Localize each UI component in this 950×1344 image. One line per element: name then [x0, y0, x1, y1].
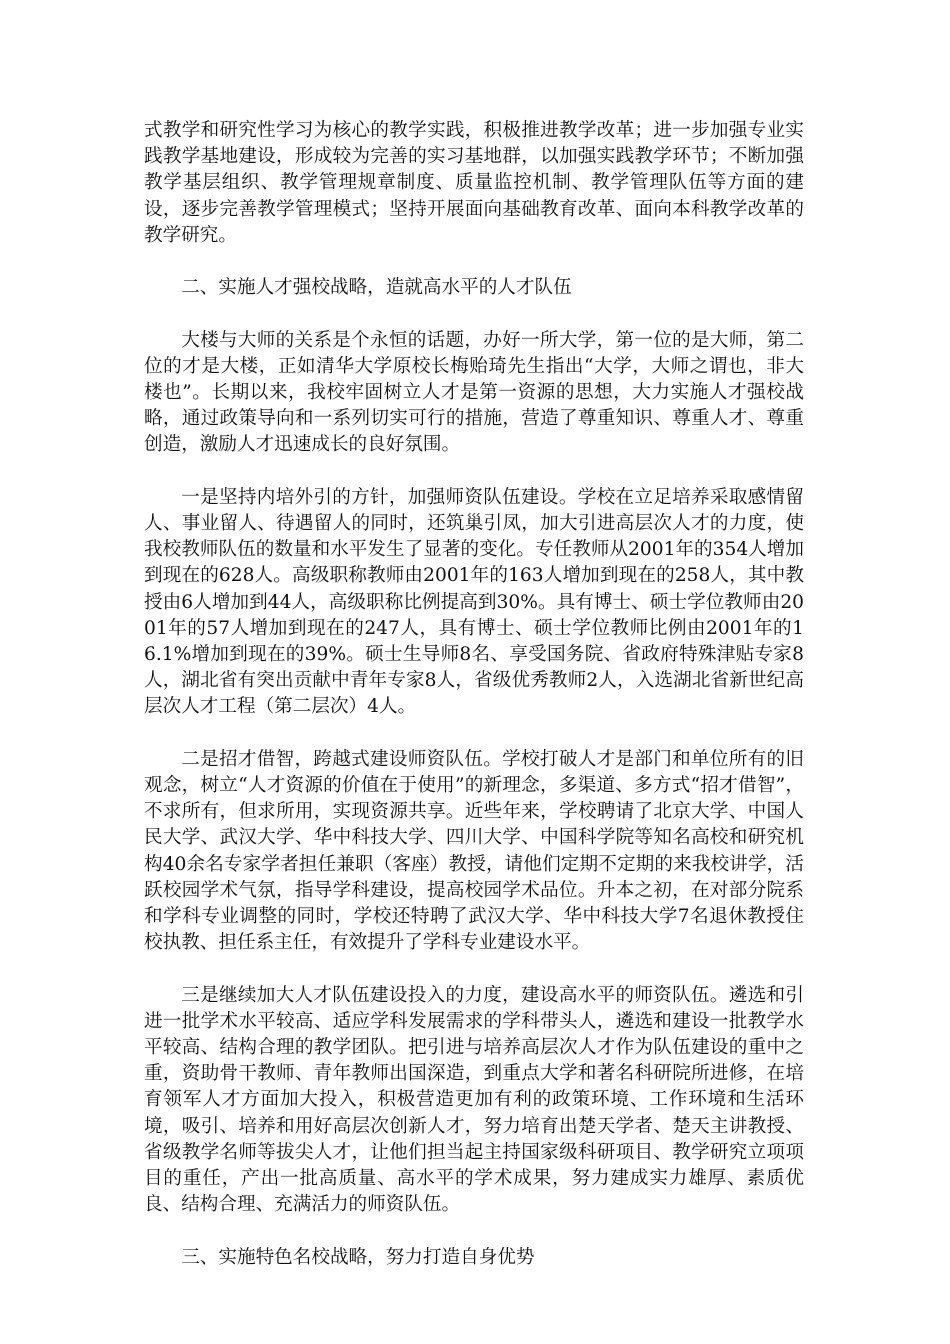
- paragraph-faculty-development: 一是坚持内培外引的方针，加强师资队伍建设。学校在立足培养采取感情留人、事业留人、待遇留人的同时，还筑巢引凤，加大引进高层次人才的力度，使我校教师队伍的数量和水平发生了显著的变化。专任教师从2001年的354人增加到现在的628人。高级职称教师由2001年的163人增加到现在的258人，其中教授由6人增加到44人，高级职称比例提高到30%。具有博士、硕士学位教师由2001年的57人增加到现在的247人，具有博士、硕士学位教师比例由2001年的16.1%增加到现在的39%。硕士生导师8名、享受国务院、省政府特殊津贴专家8人，湖北省有突出贡献中青年专家8人，省级优秀教师2人，入选湖北省新世纪高层次人才工程（第二层次）4人。: [144, 486, 804, 718]
- heading-distinctive-school-strategy: 三、实施特色名校战略，努力打造自身优势: [181, 1246, 535, 1268]
- paragraph-teaching-reform: 式教学和研究性学习为核心的教学实践，积极推进教学改革；进一步加强专业实践教学基地建设，形成较为完善的实习基地群，以加强实践教学环节；不断加强教学基层组织、教学管理规章制度、质量监控机制、教学管理队伍等方面的建设，逐步完善教学管理模式；坚持开展面向基础教育改革、面向本科教学改革的教学研究。: [144, 120, 804, 246]
- paragraph-buildings-and-masters: 大楼与大师的关系是个永恒的话题，办好一所大学，第一位的是大师，第二位的才是大楼，正如清华大学原校长梅贻琦先生指出“大学，大师之谓也，非大楼也”。长期以来，我校牢固树立人才是第一资源的思想，大力实施人才强校战略，通过政策导向和一系列切实可行的措施，营造了尊重知识、尊重人才、尊重创造，激励人才迅速成长的良好氛围。: [144, 329, 804, 456]
- paragraph-investment: 三是继续加大人才队伍建设投入的力度，建设高水平的师资队伍。遴选和引进一批学术水平较高、适应学科发展需求的学科带头人，遴选和建设一批教学水平较高、结构合理的教学团队。把引进与培养高层次人才作为队伍建设的重中之重，资助骨干教师、青年教师出国深造，到重点大学和著名科研院所进修，在培育领军人才方面加大投入，积极营造更加有利的政策环境、工作环境和生活环境，吸引、培养和用好高层次创新人才，努力培育出楚天学者、楚天主讲教授、省级教学名师等拔尖人才，让他们担当起主持国家级科研项目、教学研究立项项目的重任，产出一批高质量、高水平的学术成果，努力建成实力雄厚、素质优良、结构合理、充满活力的师资队伍。: [144, 984, 804, 1216]
- paragraph-recruit-talent: 二是招才借智，跨越式建设师资队伍。学校打破人才是部门和单位所有的旧观念，树立“人才资源的价值在于使用”的新理念，多渠道、多方式“招才借智”，不求所有，但求所用，实现资源共享。近些年来，学校聘请了北京大学、中国人民大学、武汉大学、华中科技大学、四川大学、中国科学院等知名高校和研究机构40余名专家学者担任兼职（客座）教授，请他们定期不定期的来我校讲学，活跃校园学术气氛，指导学科建设，提高校园学术品位。升本之初，在对部分院系和学科专业调整的同时，学校还特聘了武汉大学、华中科技大学7名退休教授住校执教、担任系主任，有效提升了学科专业建设水平。: [144, 748, 804, 954]
- document-page: [144, 118, 804, 1297]
- heading-talent-strategy: 二、实施人才强校战略，造就高水平的人才队伍: [181, 277, 572, 299]
